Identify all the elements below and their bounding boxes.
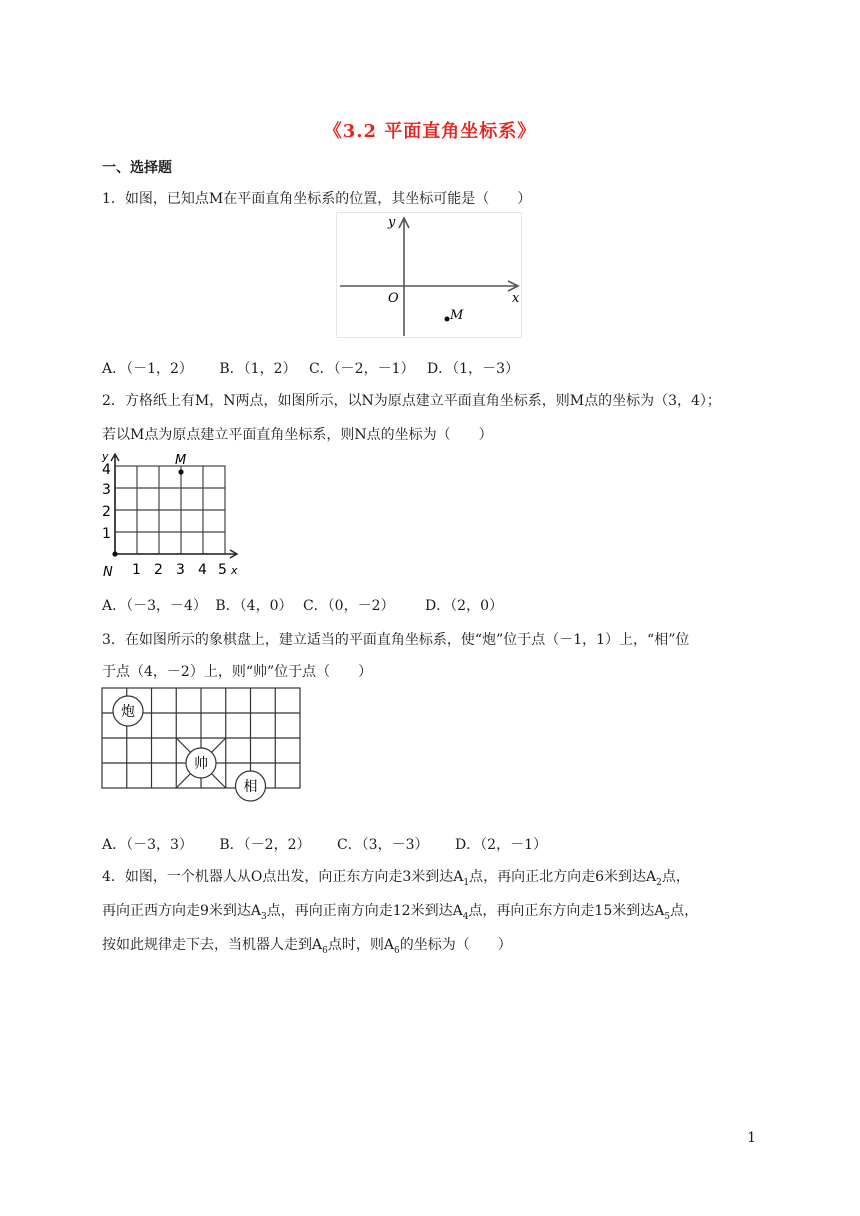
q2-y-tick-4: 4: [102, 462, 111, 478]
q1-point-m: [445, 317, 450, 322]
q3-piece-shuai-label: 帅: [194, 756, 208, 772]
section-heading: 一、选择题: [102, 160, 172, 176]
q2-point-n-label: N: [103, 565, 113, 580]
q2-x-tick-2: 2: [154, 562, 163, 578]
q1-origin-label: O: [388, 291, 399, 306]
q2-x-label: x: [231, 564, 238, 577]
q2-x-tick-4: 4: [198, 562, 207, 578]
question-4-line-2: 再向正西方向走9米到达$A_3$点，再向正南方向走12米到达$A_4$点，再向正东方向走15米到达$A_5$点，: [102, 903, 699, 922]
q2-x-tick-5: 5: [218, 562, 227, 578]
q1-y-label: y: [388, 215, 396, 230]
q3-option-a: A．（－3，3）: [102, 837, 193, 853]
question-2-line-1: 2．方格纸上有M，N两点，如图所示，以N为原点建立平面直角坐标系，则M点的坐标为（3，4）；: [102, 393, 721, 409]
q2-point-m: [178, 469, 183, 474]
q1-point-m-label: M: [450, 308, 464, 323]
q3-option-b: B．（－2，2）: [219, 837, 311, 853]
q1-option-a: A．（－1，2）: [102, 361, 193, 377]
question-2-options: [102, 595, 503, 615]
question-3-line-2: 于点（4，－2）上，则“帅”位于点（ ）: [102, 664, 373, 680]
question-3-line-1: 3．在如图所示的象棋盘上，建立适当的平面直角坐标系，使“炮”位于点（－1，1）上，“相”位: [102, 632, 690, 648]
q2-point-m-label: M: [175, 453, 187, 468]
question-3-figure: [100, 686, 305, 804]
question-4-line-3: 按如此规律走下去，当机器人走到$A_6$点时，则$A_6$的坐标为（ ）: [102, 937, 512, 956]
question-1-figure: [336, 212, 522, 338]
page-number: 1: [747, 1130, 756, 1146]
question-4-line-1: 4．如图，一个机器人从O点出发，向正东方向走3米到达$A_1$点，再向正北方向走6米到达$A_2$点，: [102, 869, 690, 888]
q1-option-c: C．（－2，－1）: [308, 361, 415, 377]
question-3-options: [102, 834, 547, 854]
q1-x-label: x: [512, 291, 520, 306]
question-2-figure: [100, 450, 245, 580]
question-2-line-2: 若以M点为原点建立平面直角坐标系，则N点的坐标为（ ）: [102, 427, 493, 443]
q2-option-a: A．（－3，－4）: [102, 598, 207, 614]
q2-y-tick-3: 3: [102, 482, 111, 498]
question-1-options: [102, 358, 519, 378]
q2-option-d: D．（2，0）: [424, 598, 503, 614]
q2-y-label: y: [102, 450, 109, 463]
q3-option-c: C．（3，－3）: [336, 837, 429, 853]
q2-point-n: [112, 551, 117, 556]
q1-option-b: B．（1，2）: [219, 361, 297, 377]
q2-option-c: C．（0，－2）: [302, 598, 395, 614]
q2-option-b: B．（4，0）: [215, 598, 293, 614]
document-title: 《3.2 平面直角坐标系》: [323, 121, 537, 142]
q3-piece-pao-label: 炮: [121, 704, 135, 720]
q2-x-tick-1: 1: [132, 562, 141, 578]
q3-option-d: D．（2，－1）: [454, 837, 547, 853]
q2-x-tick-3: 3: [176, 562, 185, 578]
q3-piece-xiang-label: 相: [243, 779, 258, 795]
q2-y-tick-1: 1: [102, 526, 111, 542]
question-1-text: 1．如图，已知点M在平面直角坐标系的位置，其坐标可能是（ ）: [102, 191, 532, 207]
q1-option-d: D．（1，－3）: [426, 361, 519, 377]
q2-y-tick-2: 2: [102, 504, 111, 520]
